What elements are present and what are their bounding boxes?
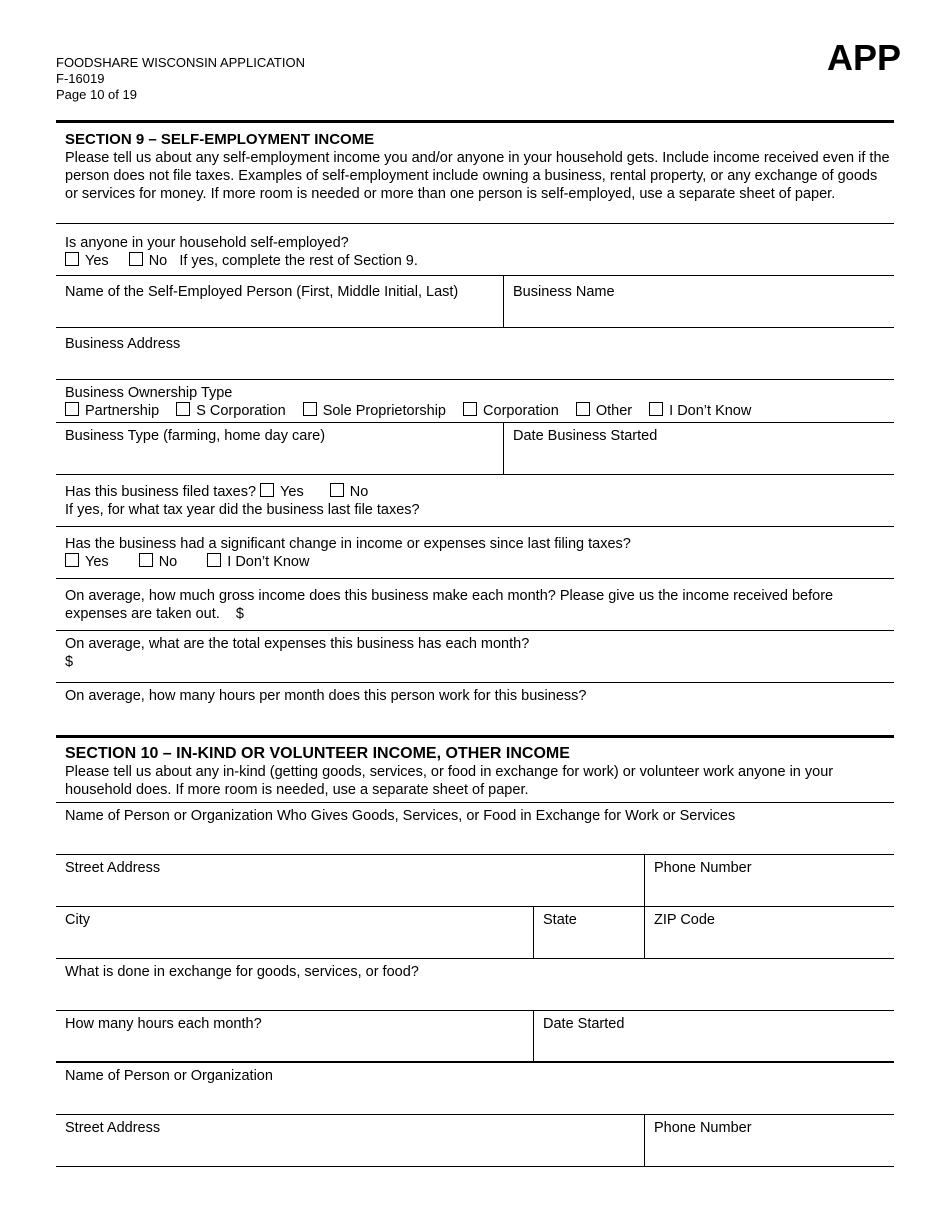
- exchange-field[interactable]: [56, 959, 894, 1010]
- exchange-row: [56, 959, 894, 1011]
- phone-number-field[interactable]: [644, 855, 894, 906]
- ownership-partnership-checkbox[interactable]: [65, 402, 79, 416]
- section9-intro: Please tell us about any self-employment income you and/or anyone in your household gets. Include income received even if the person does not file taxes. Examples of self-employment include owning a business, rental property, or any exchange of goods or services for money. If more room is needed or more than one person is self-employed, use a separate sheet of paper.: [65, 150, 890, 202]
- tax-year-question: If yes, for what tax year did the business last file taxes?: [65, 502, 420, 518]
- city-state-zip-row: [56, 907, 894, 959]
- phone-number-label: Phone Number: [654, 860, 752, 876]
- business-type-label: Business Type (farming, home day care): [65, 428, 326, 444]
- significant-change-row: [56, 527, 894, 579]
- expenses-dollar: $: [65, 654, 74, 670]
- person-name-field[interactable]: [56, 276, 503, 327]
- gross-income-dollar: $: [235, 606, 244, 622]
- hours-date-row: [56, 1011, 894, 1063]
- giver-name-label: Name of Person or Organization Who Gives Goods, Services, or Food in Exchange for Work or Services: [65, 808, 736, 824]
- giver-name-row: [56, 803, 894, 855]
- filed-taxes-no-label: No: [349, 484, 369, 500]
- ownership-option-label: Other: [595, 403, 633, 419]
- ownership-other-checkbox[interactable]: [576, 402, 590, 416]
- self-employed-row: [56, 224, 894, 276]
- zip-code-field[interactable]: [644, 907, 894, 958]
- ownership-corporation-checkbox[interactable]: [463, 402, 477, 416]
- street-phone-row-2: [56, 1115, 894, 1167]
- change-yes-checkbox[interactable]: [65, 553, 79, 567]
- change-no-checkbox[interactable]: [139, 553, 153, 567]
- ownership-option-label: Corporation: [483, 403, 559, 419]
- person-name-label: Name of the Self-Employed Person (First, Middle Initial, Last): [65, 284, 459, 300]
- section9-title: SECTION 9 – SELF-EMPLOYMENT INCOME: [65, 131, 375, 148]
- section10-title: SECTION 10 – IN-KIND OR VOLUNTEER INCOME, OTHER INCOME: [65, 745, 570, 762]
- ownership-option-label: S Corporation: [196, 403, 286, 419]
- page-number: Page 10 of 19: [56, 87, 137, 102]
- business-address-row: [56, 328, 894, 380]
- ownership-row: [56, 380, 894, 423]
- ownership-sole-proprietorship-checkbox[interactable]: [303, 402, 317, 416]
- expenses-row: [56, 631, 894, 683]
- form-header: [56, 55, 305, 103]
- filed-taxes-question: Has this business filed taxes?: [65, 484, 257, 500]
- change-no-label: No: [158, 554, 178, 570]
- ownership-dont-know-checkbox[interactable]: [649, 402, 663, 416]
- org-name-label: Name of Person or Organization: [65, 1068, 273, 1084]
- phone-number-2-field[interactable]: [644, 1115, 894, 1166]
- filed-taxes-row: [56, 475, 894, 527]
- business-type-field[interactable]: [56, 423, 503, 474]
- expenses-field[interactable]: [56, 631, 894, 682]
- hours-row: [56, 683, 894, 735]
- self-employed-note: If yes, complete the rest of Section 9.: [179, 253, 418, 269]
- street-address-label: Street Address: [65, 860, 161, 876]
- form-number: F-16019: [56, 71, 105, 86]
- person-business-row: [56, 276, 894, 328]
- application-form: [56, 120, 894, 1167]
- city-label: City: [65, 912, 90, 928]
- self-employed-yes-checkbox[interactable]: [65, 252, 79, 266]
- hours-field[interactable]: [56, 683, 894, 735]
- business-type-row: [56, 423, 894, 475]
- self-employed-yes-label: Yes: [85, 253, 109, 269]
- self-employed-question: Is anyone in your household self-employed?: [65, 235, 349, 251]
- state-label: State: [543, 912, 577, 928]
- street-address-2-field[interactable]: [56, 1115, 644, 1166]
- filed-taxes-no-checkbox[interactable]: [330, 483, 344, 497]
- org-name-row: [56, 1063, 894, 1115]
- business-name-field[interactable]: [503, 276, 894, 327]
- significant-change-question: Has the business had a significant change in income or expenses since last filing taxes?: [65, 536, 631, 552]
- date-started-field[interactable]: [533, 1011, 894, 1061]
- phone-number-2-label: Phone Number: [654, 1120, 752, 1136]
- ownership-option-label: Sole Proprietorship: [322, 403, 447, 419]
- business-name-label: Business Name: [513, 284, 615, 300]
- date-started-label: Date Started: [543, 1016, 625, 1032]
- ownership-option-label: Partnership: [85, 403, 160, 419]
- date-business-started-label: Date Business Started: [513, 428, 658, 444]
- ownership-options: [65, 402, 894, 420]
- filed-taxes-yes-label: Yes: [280, 484, 304, 500]
- form-title: FOODSHARE WISCONSIN APPLICATION: [56, 55, 305, 70]
- section9-header: [56, 120, 894, 224]
- change-dont-know-label: I Don’t Know: [227, 554, 310, 570]
- business-address-label: Business Address: [65, 336, 181, 352]
- org-name-field[interactable]: [56, 1063, 894, 1114]
- street-address-2-label: Street Address: [65, 1120, 161, 1136]
- self-employed-no-checkbox[interactable]: [129, 252, 143, 266]
- self-employed-no-label: No: [148, 253, 168, 269]
- city-field[interactable]: [56, 907, 533, 958]
- gross-income-question: On average, how much gross income does this business make each month? Please give us the income received before expenses are taken out.: [65, 588, 834, 622]
- hours-month-field[interactable]: [56, 1011, 533, 1061]
- section10-intro: Please tell us about any in-kind (getting goods, services, or food in exchange for work) or volunteer work anyone in your household does. If more room is needed, use a separate sheet of paper.: [65, 764, 834, 798]
- street-phone-row: [56, 855, 894, 907]
- gross-income-field[interactable]: [56, 579, 894, 630]
- app-badge: APP: [826, 37, 901, 78]
- ownership-option-label: I Don’t Know: [669, 403, 752, 419]
- zip-code-label: ZIP Code: [654, 912, 715, 928]
- gross-income-row: [56, 579, 894, 631]
- state-field[interactable]: [533, 907, 644, 958]
- hours-question: On average, how many hours per month does this person work for this business?: [65, 688, 587, 704]
- business-address-field[interactable]: [56, 328, 894, 379]
- section10-header: [56, 735, 894, 803]
- change-dont-know-checkbox[interactable]: [207, 553, 221, 567]
- date-business-started-field[interactable]: [503, 423, 894, 474]
- giver-name-field[interactable]: [56, 803, 894, 854]
- ownership-label: Business Ownership Type: [65, 385, 233, 401]
- filed-taxes-yes-checkbox[interactable]: [260, 483, 274, 497]
- change-yes-label: Yes: [85, 554, 109, 570]
- exchange-question: What is done in exchange for goods, services, or food?: [65, 964, 419, 980]
- hours-month-label: How many hours each month?: [65, 1016, 262, 1032]
- ownership-s-corporation-checkbox[interactable]: [176, 402, 190, 416]
- expenses-question: On average, what are the total expenses this business has each month?: [65, 636, 530, 652]
- street-address-field[interactable]: [56, 855, 644, 906]
